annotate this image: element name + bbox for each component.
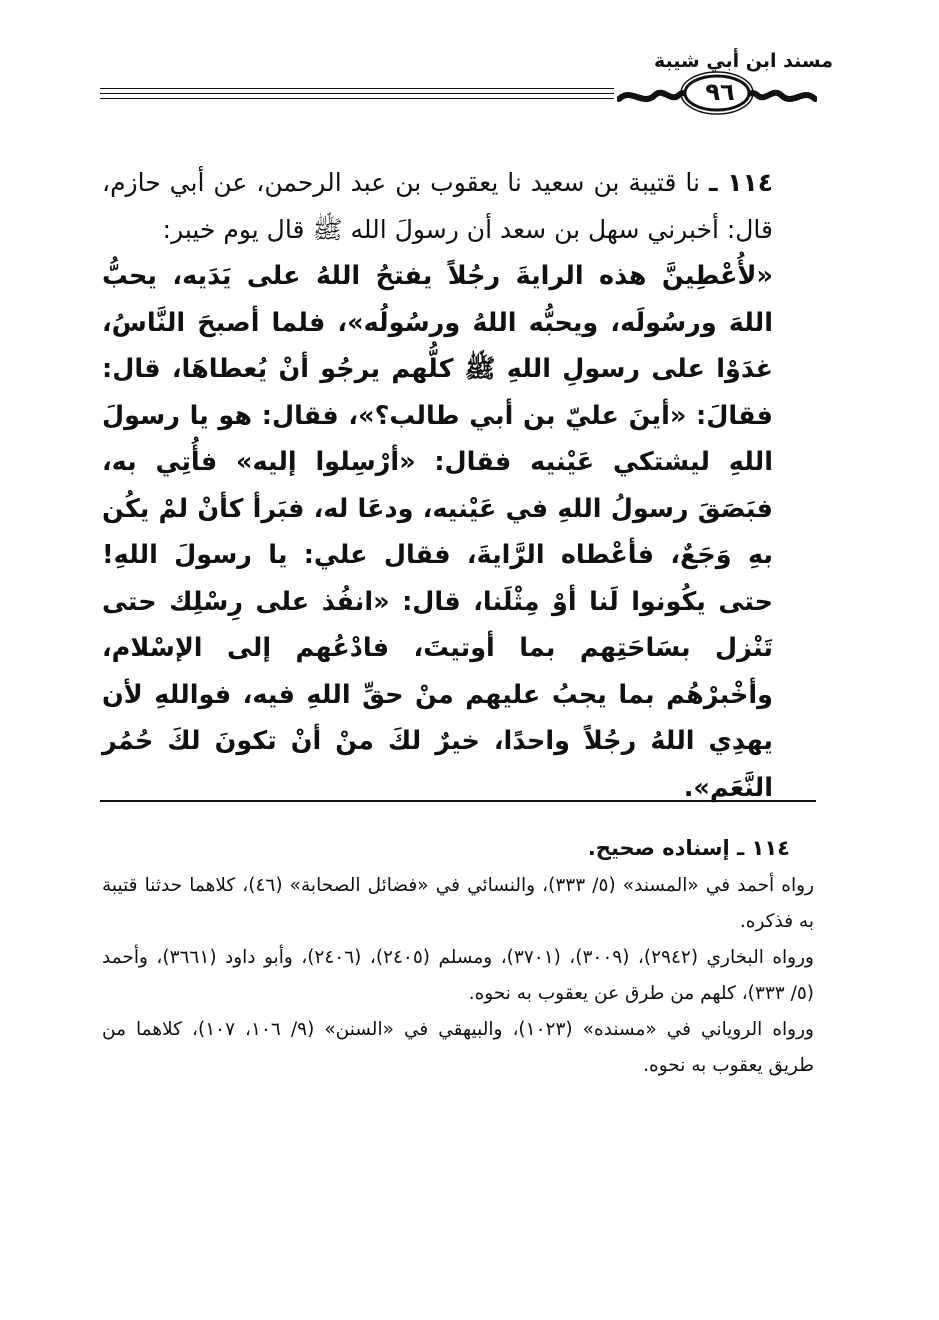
footnotes (102, 828, 814, 1084)
main-text (102, 160, 811, 811)
page-number: ٩٦ (705, 78, 735, 106)
hadith-intro (102, 160, 811, 253)
footnote-3: ورواه الروياني في «مسنده» (١٠٢٣)، والبيهقي في «السنن» (٩/ ١٠٦، ١٠٧)، كلاهما من طريق يعقوب به نحوه. (102, 1019, 814, 1076)
footnote-separator (100, 800, 816, 802)
footnote-1: رواه أحمد في «المسند» (٥/ ٣٣٣)، والنسائي في «فضائل الصحابة» (٤٦)، كلاهما حدثنا قتيبة به فذكره. (102, 875, 814, 932)
footnote-2: ورواه البخاري (٢٩٤٢)، (٣٠٠٩)، (٣٧٠١)، ومسلم (٢٤٠٥)، (٢٤٠٦)، وأبو داود (٣٦٦١)، وأحمد (٥/ ٣٣٣)، كلهم من طرق عن يعقوب به نحوه. (102, 947, 814, 1004)
header-rule (100, 88, 614, 103)
hadith-body: «لأُعْطِينَّ هذه الرايةَ رجُلاً يفتحُ اللهُ على يَدَيه، يحبُّ اللهَ ورسُولَه، ويحبُّه اللهُ ورسُولُه»، فلما أصبحَ النَّاسُ، غدَوْا على رسولِ اللهِ ﷺ كلُّهم يرجُو أنْ يُعطاهَا، قال: فقالَ: «أينَ عليّ بن أبي طالب؟»، فقال: هو يا رسولَ اللهِ ليشتكي عَيْنيه فقال: «أرْسِلوا إليه» فأُتِي به، فبَصَقَ رسولُ اللهِ في عَيْنيه، ودعَا له، فبَرأ كأنْ لمْ يكُن بهِ وَجَعٌ، فأعْطاه الرَّايةَ، فقال علي: يا رسولَ اللهِ! حتى يكُونوا لَنا أوْ مِثْلَنا، قال: «انفُذ على رِسْلِك حتى تَنْزل بسَاحَتِهم بما أوتيتَ، فادْعُهم إلى الإسْلام، وأخْبرْهُم بما يجبُ عليهم منْ حقِّ اللهِ فيه، فواللهِ لأن يهدِي اللهُ رجُلاً واحدًا، خيرٌ لكَ منْ أنْ تكونَ لكَ حُمُر النَّعَم». (102, 261, 773, 803)
footnote-heading: ١١٤ ـ إسناده صحيح. (587, 836, 790, 860)
hadith-chain: نا قتيبة بن سعيد نا يعقوب بن عبد الرحمن، عن أبي حازم، قال: أخبرني سهل بن سعد أن رسولَ الله ﷺ قال يوم خيبر: (102, 168, 773, 244)
hadith-number: ١١٤ ـ (708, 168, 773, 197)
running-title-text: مسند ابن أبي شيبة (653, 50, 833, 72)
